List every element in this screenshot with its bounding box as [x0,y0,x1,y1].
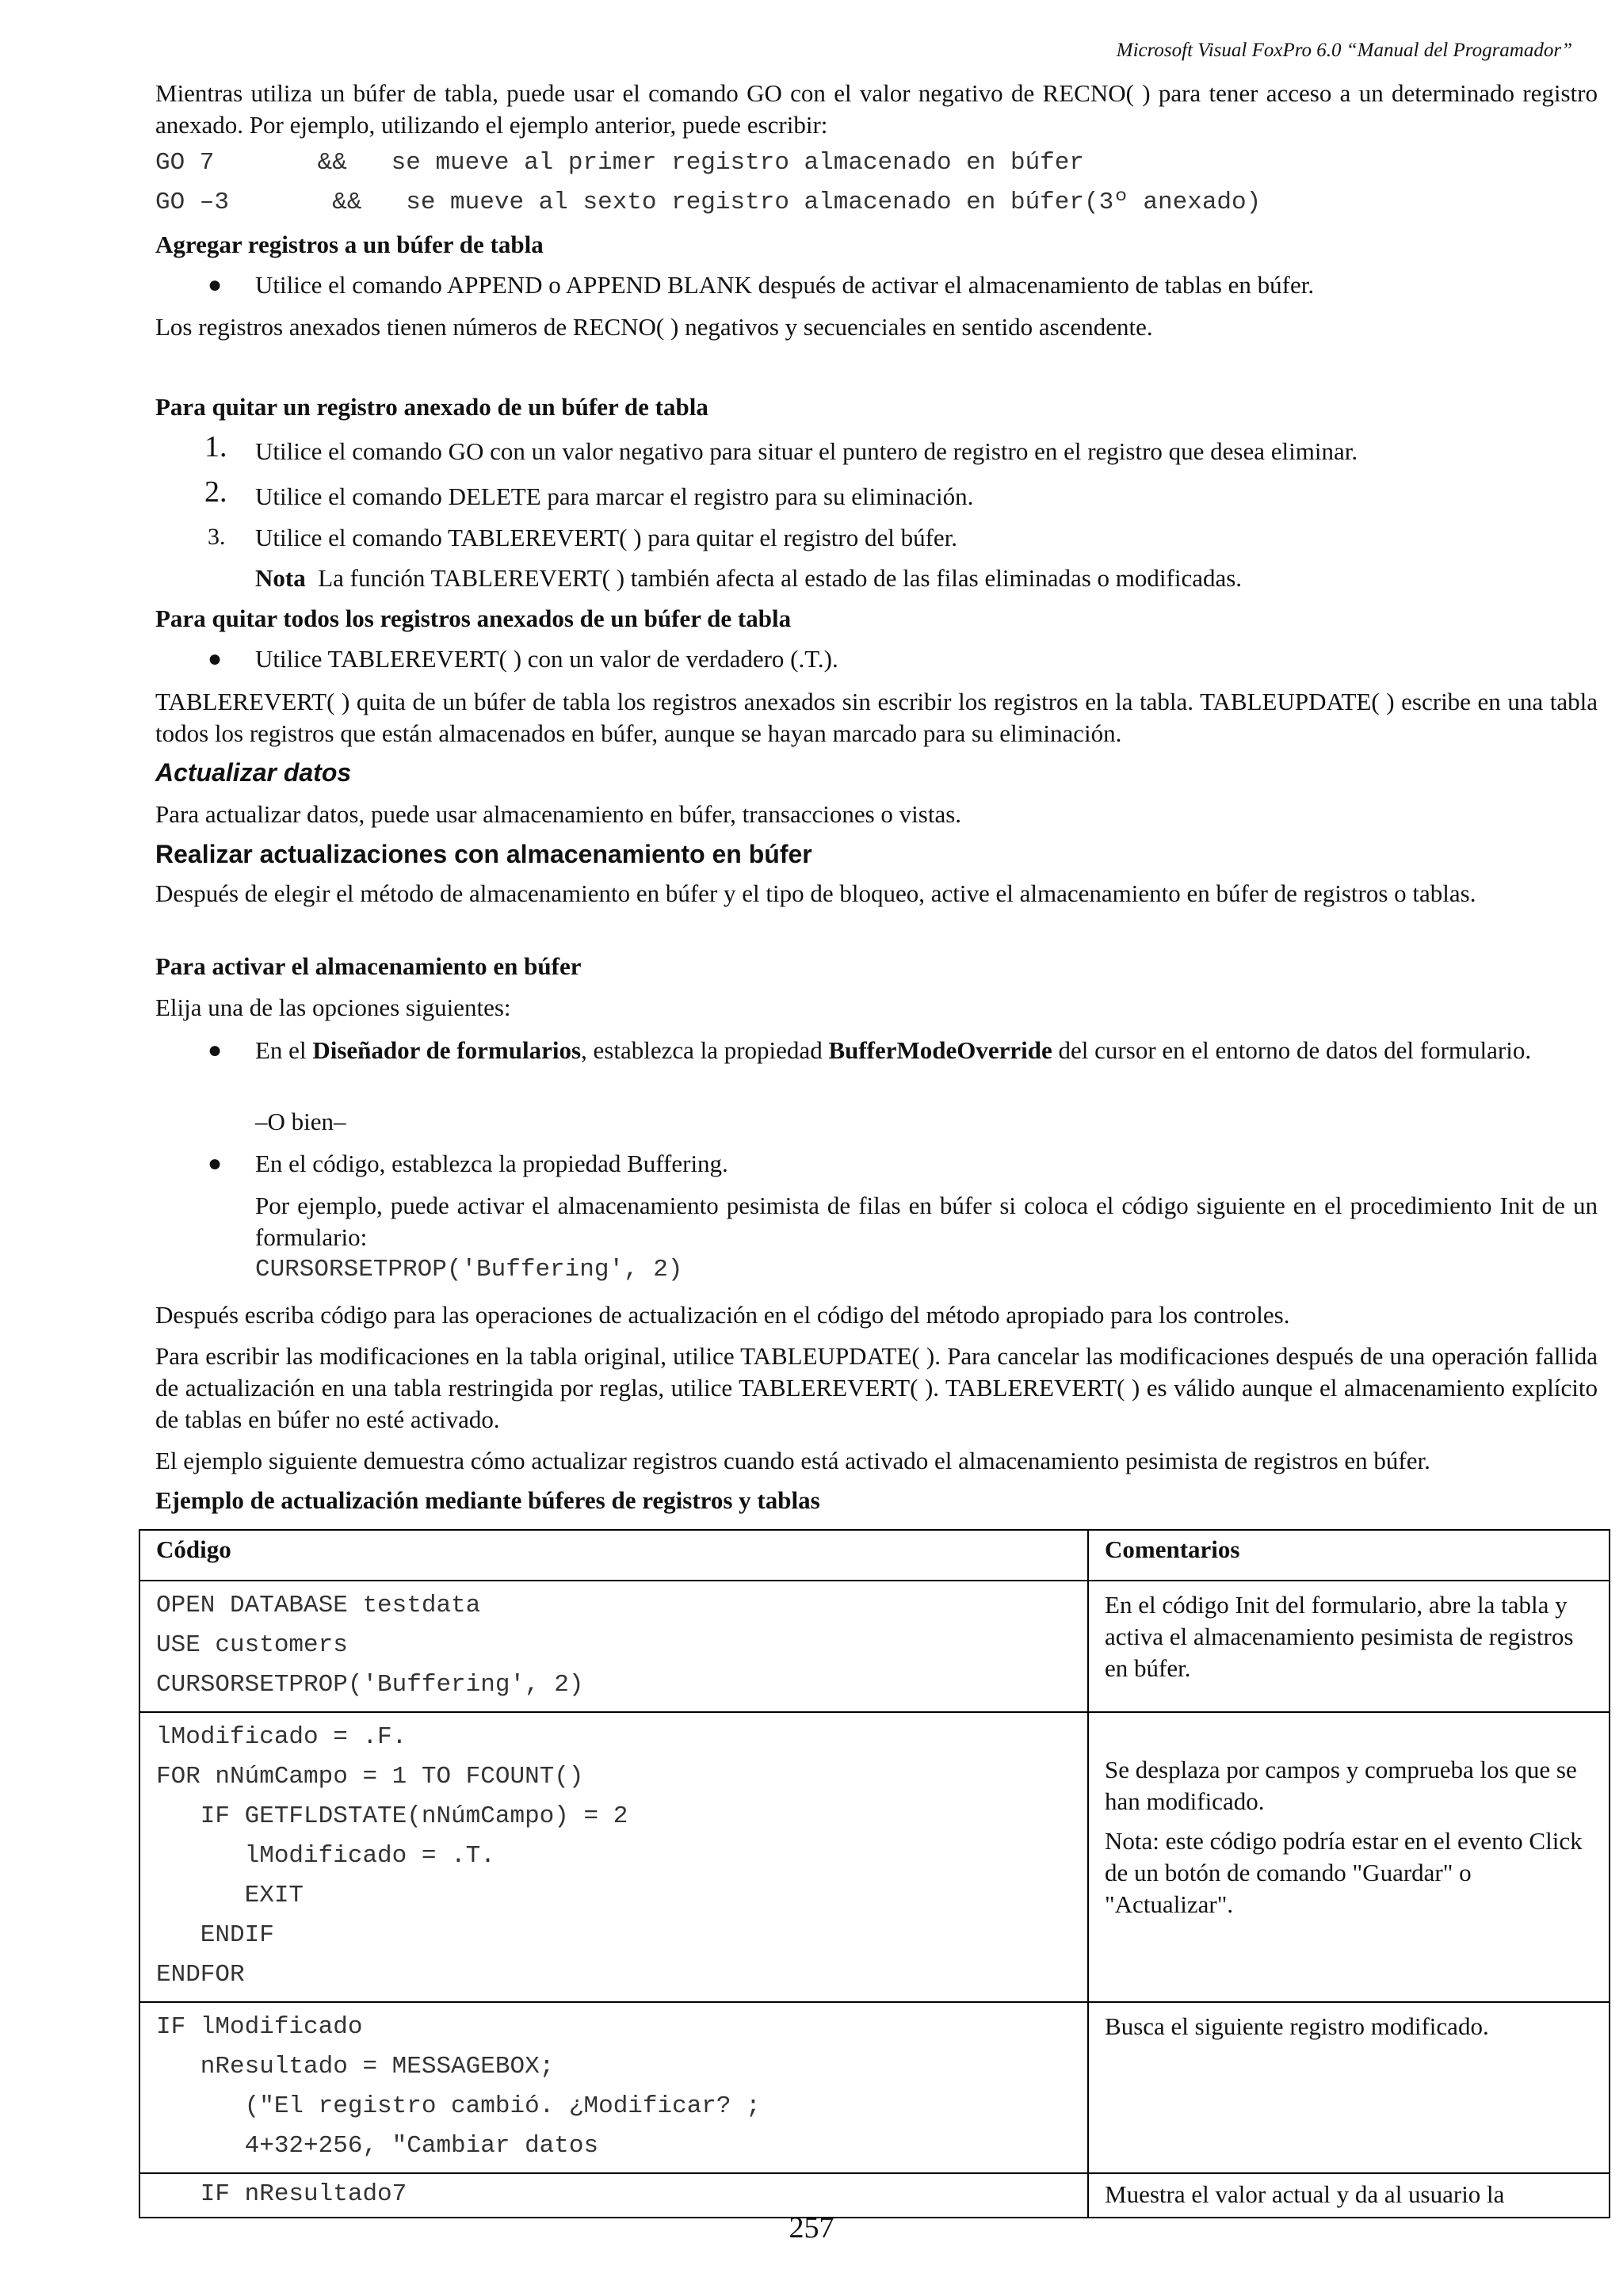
code-line: nResultado = MESSAGEBOX; [156,2053,555,2081]
column-header-comments: Comentarios [1088,1530,1610,1581]
comment-text: En el código Init del formulario, abre la tabla y activa el almacenamiento pesimista de registros en búfer. [1105,1591,1574,1682]
after-paragraph: Después escriba código para las operaciones de actualización en el código del método apropiado para los controles. [155,1301,1290,1329]
note-text: La función TABLEREVERT( ) también afecta al estado de las filas eliminadas o modificadas. [318,564,1243,592]
step-number: 1. [204,430,227,463]
buffer-updates-paragraph: Después de elegir el método de almacenamiento en búfer y el tipo de bloqueo, active el almacenamiento en búfer de registros o tablas. [155,879,1476,907]
remove-record-heading: Para quitar un registro anexado de un búfer de tabla [155,393,708,421]
add-records-bullet: Utilice el comando APPEND o APPEND BLANK después de activar el almacenamiento de tablas en búfer. [255,271,1315,299]
option-code: En el código, establezca la propiedad Buffering. [255,1150,728,1177]
remove-step-2: Utilice el comando DELETE para marcar el registro para su eliminación. [255,482,974,510]
or-separator: –O bien– [255,1108,346,1135]
code-line: ("El registro cambió. ¿Modificar? ; [156,2092,761,2120]
option-form-designer [255,1035,1598,1066]
table-row [139,1712,1610,2002]
bullet-icon: ● [208,272,223,298]
code-line: ENDFOR [156,1961,245,1989]
remove-all-paragraph: TABLEREVERT( ) quita de un búfer de tabla los registros anexados sin escribir los registros en la tabla. TABLEUPDATE( ) escribe en una tabla todos los registros que están almacenados en búfer, aunque se hayan marcado para su eliminación. [155,688,1598,747]
add-records-note: Los registros anexados tienen números de RECNO( ) negativos y secuenciales en sentido ascendente. [155,313,1153,341]
code-line: CURSORSETPROP('Buffering', 2) [156,1671,584,1699]
comment-cell [1088,1581,1610,1712]
code-line: 4+32+256, "Cambiar datos [156,2132,599,2160]
code-line: IF lModificado [156,2013,363,2041]
remove-all-heading: Para quitar todos los registros anexados de un búfer de tabla [155,605,792,632]
comment-text: Se desplaza por campos y comprueba los que se han modificado. [1105,1756,1577,1815]
code-line: USE customers [156,1631,348,1659]
activate-buffer-intro: Elija una de las opciones siguientes: [155,994,511,1021]
option-text: del cursor en el entorno de datos del formulario. [1052,1036,1532,1064]
comment-cell [1088,1712,1610,2002]
buffermode-term: BufferModeOverride [828,1036,1052,1064]
update-data-paragraph: Para actualizar datos, puede usar almacenamiento en búfer, transacciones o vistas. [155,800,962,828]
step-number: 3. [208,524,226,550]
add-records-heading: Agregar registros a un búfer de tabla [155,231,544,258]
example-paragraph: El ejemplo siguiente demuestra cómo actualizar registros cuando está activado el almacenamiento pesimista de registros en búfer. [155,1447,1430,1474]
option-text: , establezca la propiedad [581,1036,829,1064]
option-text: En el [255,1036,313,1064]
table-header-row [139,1530,1610,1581]
code-line: FOR nNúmCampo = 1 TO FCOUNT() [156,1763,584,1791]
option-code-example: Por ejemplo, puede activar el almacenamiento pesimista de filas en búfer si coloca el código siguiente en el procedimiento Init de un formulario: [255,1192,1598,1251]
intro-paragraph: Mientras utiliza un búfer de tabla, puede usar el comando GO con el valor negativo de RECNO( ) para tener acceso a un determinado registro anexado. Por ejemplo, utilizando el ejemplo anterior, puede escribir: [155,79,1598,139]
remove-note [255,563,1598,594]
example-table [139,1529,1610,2218]
write-paragraph: Para escribir las modificaciones en la tabla original, utilice TABLEUPDATE( ). Para cancelar las modificaciones después de una operación fallida de actualización en una tabla restringida por reglas, utilice TABLEREVERT( ). TABLEREVERT( ) es válido aunque el almacenamiento explícito de tablas en búfer no esté activado. [155,1342,1598,1433]
table-title: Ejemplo de actualización mediante búferes de registros y tablas [155,1486,820,1514]
remove-all-bullet: Utilice TABLEREVERT( ) con un valor de verdadero (.T.). [255,645,838,673]
code-line: ENDIF [156,1921,274,1949]
code-line: IF GETFLDSTATE(nNúmCampo) = 2 [156,1802,628,1830]
column-header-code: Código [139,1530,1088,1581]
code-cell [139,1712,1088,2002]
code-line-go3: GO –3 && se mueve al sexto registro almacenado en búfer(3º anexado) [155,189,1262,216]
comment-cell [1088,2002,1610,2173]
form-designer-term: Diseñador de formularios [312,1036,582,1064]
code-line: lModificado = .F. [156,1723,407,1751]
table-row [139,2002,1610,2173]
running-header: Microsoft Visual FoxPro 6.0 “Manual del Programador” [1116,40,1572,61]
comment-text: Busca el siguiente registro modificado. [1105,2012,1489,2040]
remove-step-1: Utilice el comando GO con un valor negativo para situar el puntero de registro en el registro que desea eliminar. [255,437,1358,465]
code-line: lModificado = .T. [156,1842,495,1870]
page-number: 257 [789,2211,834,2245]
code-line-go7: GO 7 && se mueve al primer registro almacenado en búfer [155,149,1084,177]
activate-buffer-heading: Para activar el almacenamiento en búfer [155,952,582,980]
buffer-updates-heading: Realizar actualizaciones con almacenamiento en búfer [155,840,812,868]
remove-step-3: Utilice el comando TABLEREVERT( ) para quitar el registro del búfer. [255,524,958,551]
update-data-heading: Actualizar datos [155,758,352,787]
comment-text: Muestra el valor actual y da al usuario la [1105,2180,1505,2208]
bullet-icon: ● [208,1150,223,1177]
bullet-icon: ● [208,646,223,672]
code-cell [139,1581,1088,1712]
code-line: EXIT [156,1882,304,1909]
option-code-line: CURSORSETPROP('Buffering', 2) [255,1256,683,1283]
table-row [139,1581,1610,1712]
code-cell [139,2002,1088,2173]
comment-text: Nota: este código podría estar en el evento Click de un botón de comando "Guardar" o "Actualizar". [1105,1827,1583,1918]
step-number: 2. [204,475,227,509]
code-line: IF nResultado7 [156,2180,407,2208]
code-line: OPEN DATABASE testdata [156,1592,481,1619]
bullet-icon: ● [208,1037,223,1063]
note-label: Nota [255,564,306,592]
